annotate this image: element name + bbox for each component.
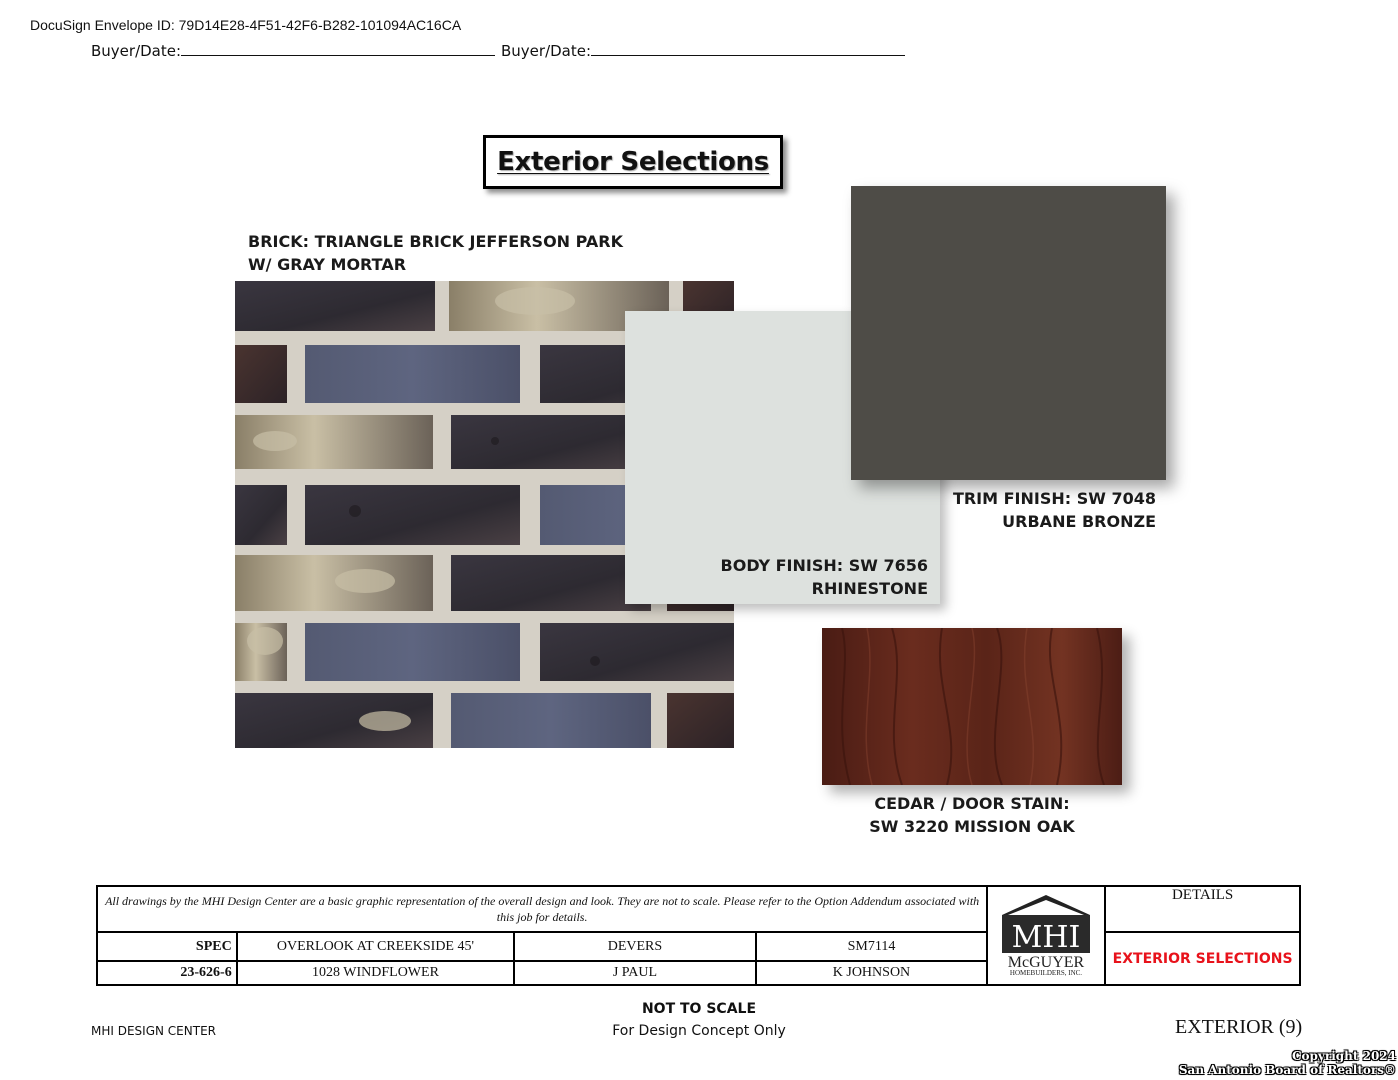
wood-grain-texture: [822, 628, 1122, 785]
details-header: DETAILS: [1105, 886, 1300, 932]
details-value: EXTERIOR SELECTIONS: [1105, 932, 1300, 985]
buyer-date-label: Buyer/Date:: [501, 42, 592, 60]
copyright-watermark: [1179, 1049, 1396, 1077]
page-title: Exterior Selections: [497, 147, 769, 177]
logo-name: McGUYER: [1008, 954, 1085, 971]
disclaimer-note: All drawings by the MHI Design Center are a basic graphic representation of the overall design and look. They are not to scale. Please refer to the Option Addendum associated with this job for details.: [97, 886, 987, 932]
title-block-table: [96, 885, 1301, 986]
door-stain-label-line1: CEDAR / DOOR STAIN:: [874, 794, 1070, 813]
signature-line: [591, 41, 905, 56]
body-finish-label-line2: RHINESTONE: [811, 579, 928, 598]
docusign-envelope-id: DocuSign Envelope ID: 79D14E28-4F51-42F6-B282-101094AC16CA: [30, 17, 462, 33]
buyer-date-field-1[interactable]: [91, 41, 495, 60]
lot-address: 1028 WINDFLOWER: [237, 961, 515, 985]
builder-rep: K JOHNSON: [756, 961, 988, 985]
sales-rep: J PAUL: [514, 961, 755, 985]
signature-line: [181, 41, 495, 56]
logo-sub: HOMEBUILDERS, INC.: [1010, 969, 1083, 977]
mhi-logo: [987, 886, 1105, 985]
community-name: OVERLOOK AT CREEKSIDE 45': [237, 932, 515, 961]
job-number: 23-626-6: [97, 961, 237, 985]
not-to-scale-label: NOT TO SCALE: [641, 1001, 757, 1017]
trim-finish-label: [900, 487, 1156, 533]
plan-name: DEVERS: [514, 932, 755, 961]
brick-label: [248, 230, 623, 276]
body-finish-label-line1: BODY FINISH: SW 7656: [720, 556, 928, 575]
design-concept-label: For Design Concept Only: [612, 1023, 786, 1039]
design-center-label: MHI DESIGN CENTER: [91, 1024, 216, 1038]
page-title-box: [483, 135, 783, 189]
body-finish-label: [660, 554, 928, 600]
trim-finish-swatch: [851, 186, 1166, 480]
page-label: EXTERIOR (9): [1175, 1016, 1303, 1038]
brick-label-line2: W/ GRAY MORTAR: [248, 255, 407, 274]
door-stain-swatch: [822, 628, 1122, 785]
mhi-logo-mark: [996, 889, 1096, 977]
brick-label-line1: BRICK: TRIANGLE BRICK JEFFERSON PARK: [248, 232, 623, 251]
door-stain-label: [822, 792, 1122, 838]
copyright-line1: Copyright 2024: [1291, 1049, 1396, 1063]
trim-finish-label-line1: TRIM FINISH: SW 7048: [952, 489, 1156, 508]
spec-label: SPEC: [97, 932, 237, 961]
buyer-date-field-2[interactable]: [501, 41, 905, 60]
logo-text: MHI: [1011, 920, 1081, 955]
buyer-date-label: Buyer/Date:: [91, 42, 182, 60]
plan-code: SM7114: [756, 932, 988, 961]
trim-finish-label-line2: URBANE BRONZE: [1002, 512, 1156, 531]
copyright-line2: San Antonio Board of Realtors®: [1178, 1063, 1396, 1077]
door-stain-label-line2: SW 3220 MISSION OAK: [869, 817, 1075, 836]
